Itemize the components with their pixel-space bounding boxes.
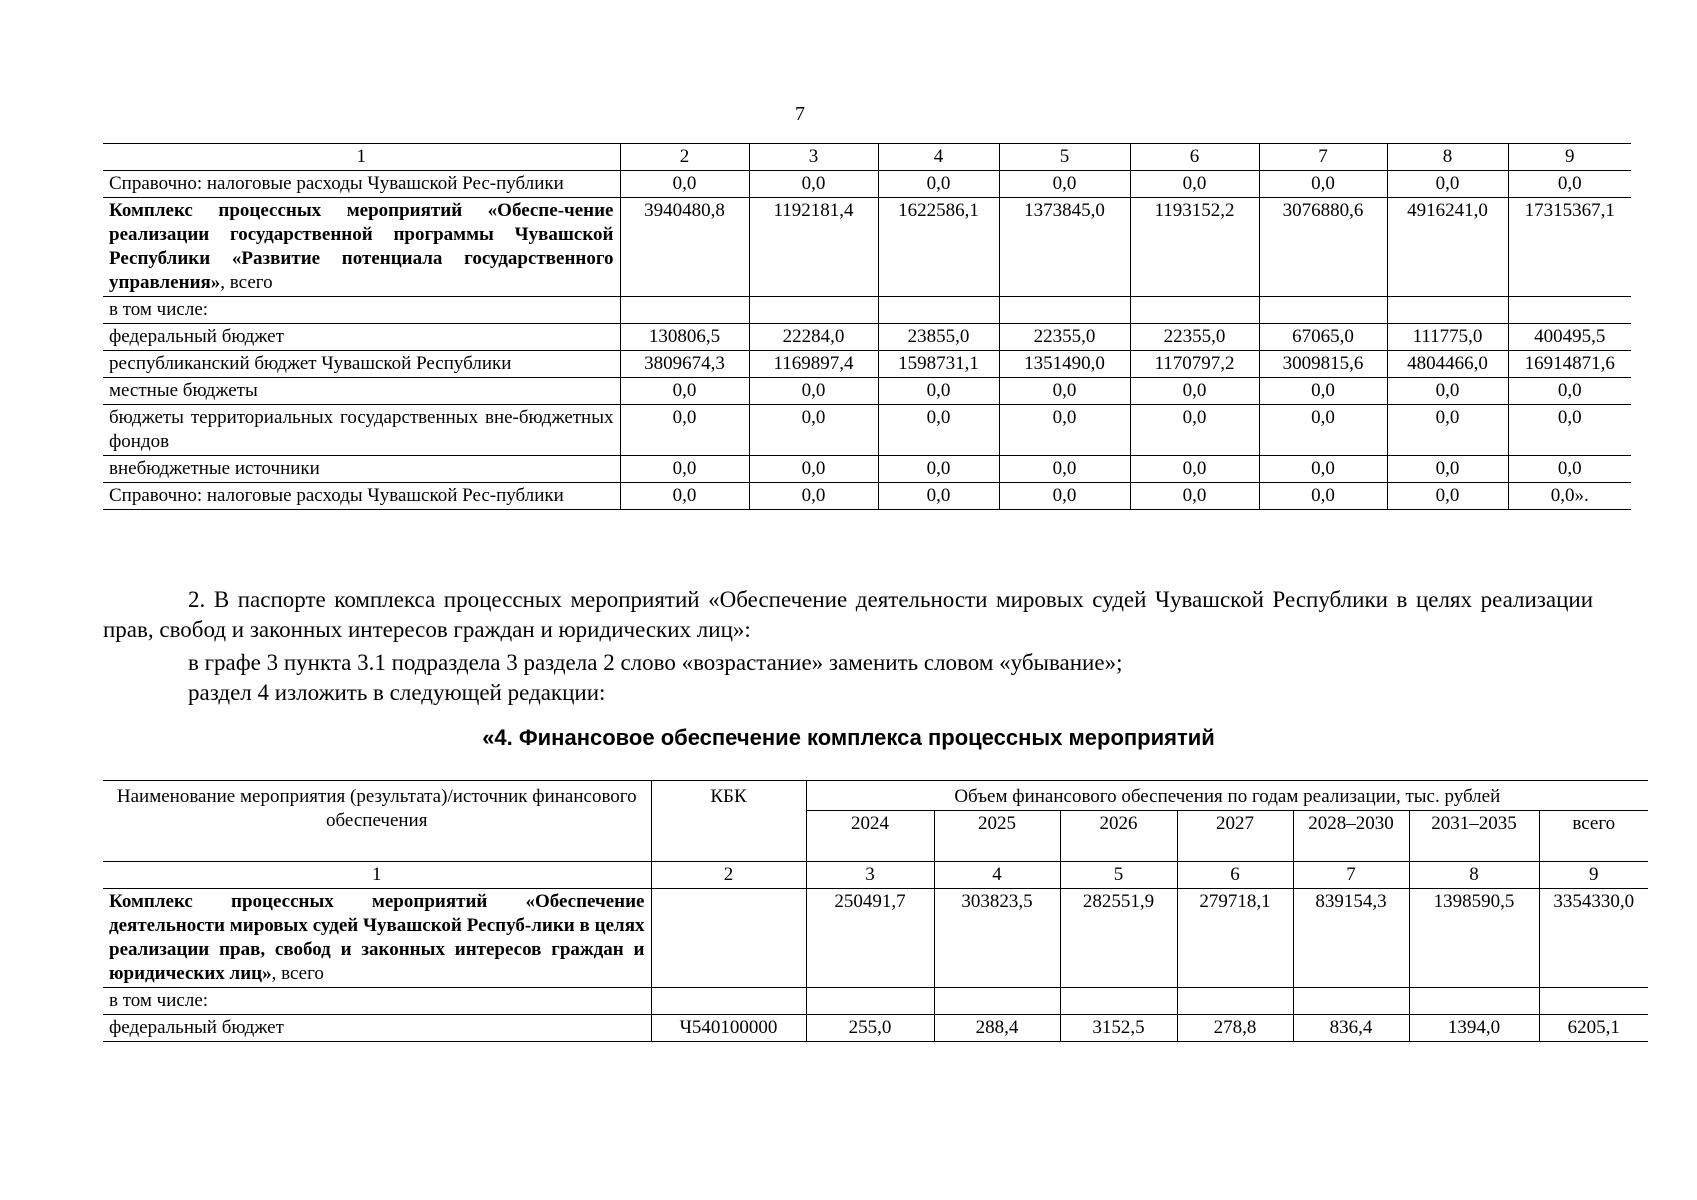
- table-row: [103, 889, 1648, 988]
- table-row: [103, 324, 1631, 351]
- value-cell: 0,0: [999, 405, 1130, 456]
- value-cell: 0,0: [1387, 378, 1508, 405]
- year-header: 2024: [806, 811, 934, 862]
- value-cell: [1293, 988, 1409, 1015]
- column-number: 3: [806, 862, 934, 889]
- value-cell: 0,0: [749, 171, 878, 198]
- value-cell: 1394,0: [1409, 1015, 1539, 1042]
- row-name: в том числе:: [103, 988, 651, 1015]
- value-cell: 130806,5: [620, 324, 749, 351]
- value-cell: 1598731,1: [878, 351, 999, 378]
- value-cell: [620, 297, 749, 324]
- value-cell: 0,0: [999, 483, 1130, 510]
- value-cell: 0,0: [999, 378, 1130, 405]
- value-cell: 3009815,6: [1259, 351, 1387, 378]
- row-title-suffix: , всего: [220, 272, 273, 293]
- value-cell: [878, 297, 999, 324]
- value-cell: 0,0: [878, 456, 999, 483]
- col-kbk-header: КБК: [651, 781, 806, 862]
- table1-body: [103, 144, 1631, 510]
- value-cell: 3076880,6: [1259, 198, 1387, 297]
- table-row: [103, 171, 1631, 198]
- column-number: 1: [103, 862, 651, 889]
- value-cell: 16914871,6: [1508, 351, 1631, 378]
- value-cell: 111775,0: [1387, 324, 1508, 351]
- value-cell: 0,0: [999, 456, 1130, 483]
- value-cell: 0,0: [1387, 456, 1508, 483]
- value-cell: 1622586,1: [878, 198, 999, 297]
- row-name: бюджеты территориальных государственных вне-бюджетных фондов: [103, 405, 620, 456]
- column-number: 5: [999, 144, 1130, 171]
- value-cell: 67065,0: [1259, 324, 1387, 351]
- table-row: [103, 297, 1631, 324]
- amendment-line-2: раздел 4 изложить в следующей редакции:: [188, 680, 606, 705]
- value-cell: 22355,0: [1130, 324, 1259, 351]
- value-cell: 3354330,0: [1539, 889, 1648, 988]
- year-header: 2027: [1177, 811, 1293, 862]
- value-cell: 0,0: [1508, 405, 1631, 456]
- table2-numbers-row: [103, 862, 1648, 889]
- value-cell: 0,0: [749, 456, 878, 483]
- section-heading: «4. Финансовое обеспечение комплекса процессных мероприятий: [482, 725, 1215, 750]
- year-header: 2031–2035: [1409, 811, 1539, 862]
- value-cell: 0,0: [1259, 405, 1387, 456]
- value-cell: 255,0: [806, 1015, 934, 1042]
- row-name: внебюджетные источники: [103, 456, 620, 483]
- row-name: Справочно: налоговые расходы Чувашской Рес-публики: [103, 171, 620, 198]
- kbk-cell: [651, 988, 806, 1015]
- value-cell: 4916241,0: [1387, 198, 1508, 297]
- value-cell: 23855,0: [878, 324, 999, 351]
- value-cell: 278,8: [1177, 1015, 1293, 1042]
- value-cell: 303823,5: [934, 889, 1060, 988]
- value-cell: [1409, 988, 1539, 1015]
- value-cell: 0,0: [749, 405, 878, 456]
- value-cell: 0,0: [1130, 483, 1259, 510]
- year-header: 2026: [1060, 811, 1177, 862]
- value-cell: 0,0: [1259, 456, 1387, 483]
- value-cell: 0,0: [999, 171, 1130, 198]
- row-name: республиканский бюджет Чувашской Республики: [103, 351, 620, 378]
- column-number: 4: [878, 144, 999, 171]
- value-cell: 0,0: [1130, 456, 1259, 483]
- table-row: [103, 456, 1631, 483]
- value-cell: 1193152,2: [1130, 198, 1259, 297]
- value-cell: 4804466,0: [1387, 351, 1508, 378]
- column-number: 8: [1409, 862, 1539, 889]
- row-name: в том числе:: [103, 297, 620, 324]
- column-number: 6: [1177, 862, 1293, 889]
- value-cell: [1508, 297, 1631, 324]
- value-cell: 0,0: [620, 456, 749, 483]
- year-header: 2025: [934, 811, 1060, 862]
- value-cell: 0,0: [1130, 378, 1259, 405]
- column-number: 6: [1130, 144, 1259, 171]
- value-cell: [999, 297, 1130, 324]
- column-number: 9: [1539, 862, 1648, 889]
- kbk-cell: Ч540100000: [651, 1015, 806, 1042]
- value-cell: [1539, 988, 1648, 1015]
- table2-body: [103, 781, 1648, 889]
- column-number: 2: [651, 862, 806, 889]
- row-name: федеральный бюджет: [103, 324, 620, 351]
- row-name: [103, 889, 651, 988]
- value-cell: 250491,7: [806, 889, 934, 988]
- value-cell: 0,0: [749, 483, 878, 510]
- row-name: [103, 198, 620, 297]
- value-cell: 0,0: [1508, 171, 1631, 198]
- value-cell: 0,0: [620, 405, 749, 456]
- value-cell: 1351490,0: [999, 351, 1130, 378]
- value-cell: 0,0: [1387, 171, 1508, 198]
- table1-column-numbers-row: [103, 144, 1631, 171]
- value-cell: 1169897,4: [749, 351, 878, 378]
- value-cell: 0,0: [1387, 405, 1508, 456]
- column-number: 1: [103, 144, 620, 171]
- table2-header-row: [103, 781, 1648, 811]
- value-cell: 0,0: [1508, 378, 1631, 405]
- col-name-header: Наименование мероприятия (результата)/источник финансового обеспечения: [103, 781, 651, 862]
- value-cell: 1398590,5: [1409, 889, 1539, 988]
- column-number: 2: [620, 144, 749, 171]
- value-cell: 0,0».: [1508, 483, 1631, 510]
- value-cell: 1192181,4: [749, 198, 878, 297]
- value-cell: [1130, 297, 1259, 324]
- value-cell: 0,0: [1508, 456, 1631, 483]
- amendment-paragraph: 2. В паспорте комплекса процессных мероприятий «Обеспечение деятельности мировых судей Чувашской Республики в целях реализации прав, свобод и законных интересов граждан и юридических лиц»:: [103, 587, 1593, 642]
- value-cell: 836,4: [1293, 1015, 1409, 1042]
- value-cell: 0,0: [1130, 405, 1259, 456]
- value-cell: 3152,5: [1060, 1015, 1177, 1042]
- table-row: [103, 351, 1631, 378]
- table2-data-body: [103, 889, 1648, 1042]
- column-number: 3: [749, 144, 878, 171]
- value-cell: [806, 988, 934, 1015]
- row-name: Справочно: налоговые расходы Чувашской Рес-публики: [103, 483, 620, 510]
- table-row: [103, 483, 1631, 510]
- column-number: 4: [934, 862, 1060, 889]
- column-number: 8: [1387, 144, 1508, 171]
- kbk-cell: [651, 889, 806, 988]
- value-cell: [1259, 297, 1387, 324]
- value-cell: 17315367,1: [1508, 198, 1631, 297]
- column-number: 9: [1508, 144, 1631, 171]
- value-cell: 1170797,2: [1130, 351, 1259, 378]
- col-volume-header: Объем финансового обеспечения по годам реализации, тыс. рублей: [806, 781, 1648, 811]
- value-cell: 282551,9: [1060, 889, 1177, 988]
- value-cell: 0,0: [749, 378, 878, 405]
- page-number: 7: [795, 103, 805, 125]
- year-header: 2028–2030: [1293, 811, 1409, 862]
- value-cell: 400495,5: [1508, 324, 1631, 351]
- value-cell: 0,0: [878, 483, 999, 510]
- table-row: [103, 378, 1631, 405]
- value-cell: 0,0: [878, 405, 999, 456]
- row-name: федеральный бюджет: [103, 1015, 651, 1042]
- value-cell: [1387, 297, 1508, 324]
- value-cell: 3940480,8: [620, 198, 749, 297]
- column-number: 7: [1259, 144, 1387, 171]
- table-row: [103, 405, 1631, 456]
- value-cell: 0,0: [1259, 483, 1387, 510]
- table-row: [103, 988, 1648, 1015]
- value-cell: 0,0: [1259, 378, 1387, 405]
- financial-support-table: [103, 780, 1648, 1042]
- column-number: 5: [1060, 862, 1177, 889]
- value-cell: 0,0: [1130, 171, 1259, 198]
- table-row: [103, 1015, 1648, 1042]
- year-header: всего: [1539, 811, 1648, 862]
- value-cell: [1060, 988, 1177, 1015]
- value-cell: [749, 297, 878, 324]
- value-cell: 0,0: [878, 171, 999, 198]
- value-cell: 0,0: [620, 483, 749, 510]
- value-cell: 288,4: [934, 1015, 1060, 1042]
- funding-table-continued: [103, 143, 1631, 510]
- value-cell: 839154,3: [1293, 889, 1409, 988]
- value-cell: 1373845,0: [999, 198, 1130, 297]
- value-cell: 0,0: [1259, 171, 1387, 198]
- value-cell: 0,0: [620, 378, 749, 405]
- value-cell: 22355,0: [999, 324, 1130, 351]
- row-title-suffix: , всего: [271, 963, 324, 984]
- value-cell: 0,0: [878, 378, 999, 405]
- value-cell: 3809674,3: [620, 351, 749, 378]
- value-cell: 0,0: [1387, 483, 1508, 510]
- column-number: 7: [1293, 862, 1409, 889]
- table-row: [103, 198, 1631, 297]
- value-cell: 279718,1: [1177, 889, 1293, 988]
- value-cell: 0,0: [620, 171, 749, 198]
- value-cell: 6205,1: [1539, 1015, 1648, 1042]
- value-cell: 22284,0: [749, 324, 878, 351]
- amendment-line-1: в графе 3 пункта 3.1 подраздела 3 раздела 2 слово «возрастание» заменить словом «убывание»;: [188, 650, 1123, 675]
- value-cell: [1177, 988, 1293, 1015]
- row-title: Комплекс процессных мероприятий «Обеспечение деятельности мировых судей Чувашской Респуб-лики в целях реализации прав, свобод и законных интересов граждан и юридических лиц»: [109, 891, 645, 984]
- row-name: местные бюджеты: [103, 378, 620, 405]
- value-cell: [934, 988, 1060, 1015]
- row-title: Комплекс процессных мероприятий «Обеспе-чение реализации государственной программы Чувашской Республики «Развитие потенциала государственного управления»: [109, 200, 614, 293]
